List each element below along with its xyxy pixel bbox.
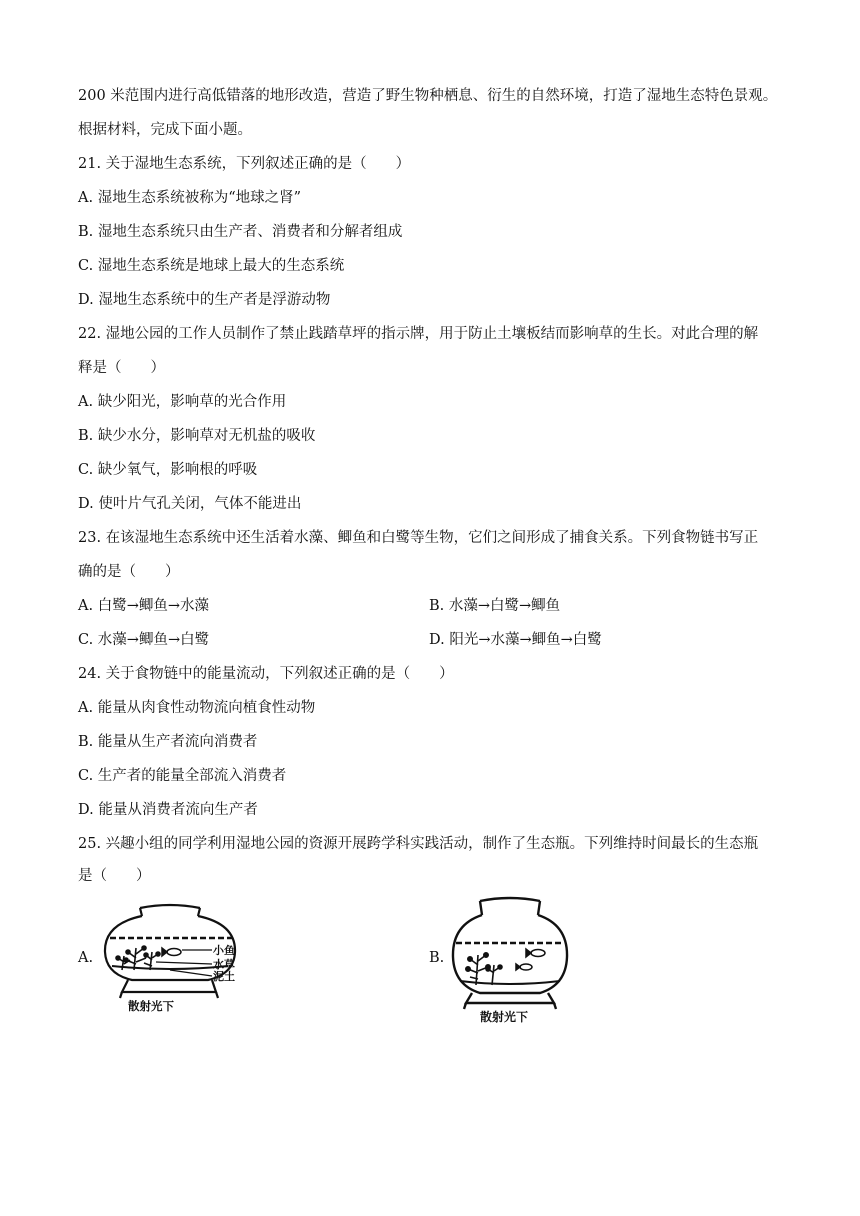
fish-icon (516, 949, 545, 970)
intro-line-1: 200 米范围内进行高低错落的地形改造，营造了野生物种栖息、衍生的自然环境，打造了湿地生态特色景观。 (78, 88, 778, 104)
water-weed-icon (116, 946, 160, 970)
q23-stem-line-2: 确的是（ ） (78, 564, 180, 580)
q23-option-b: B. 水藻→白鹭→鲫鱼 (429, 598, 561, 614)
q23-stem-line-1: 23. 在该湿地生态系统中还生活着水藻、鲫鱼和白鹭等生物，它们之间形成了捕食关系。下列食物链书写正 (78, 530, 759, 546)
q23-option-d: D. 阳光→水藻→鲫鱼→白鹭 (429, 632, 602, 648)
q24-option-a: A. 能量从肉食性动物流向植食性动物 (78, 700, 316, 716)
q22-option-d: D. 使叶片气孔关闭，气体不能进出 (78, 496, 302, 512)
q21-stem: 21. 关于湿地生态系统，下列叙述正确的是（ ） (78, 156, 411, 172)
water-weed-icon (466, 953, 502, 985)
q25-figure-a-option: A. (78, 950, 94, 966)
q23-option-c: C. 水藻→鲫鱼→白鹭 (78, 632, 210, 648)
label-fish: 小鱼 (213, 944, 235, 957)
q22-stem-line-2: 释是（ ） (78, 360, 165, 376)
caption-a: 散射光下 (128, 999, 174, 1012)
q24-option-b: B. 能量从生产者流向消费者 (78, 734, 258, 750)
q24-option-d: D. 能量从消费者流向生产者 (78, 802, 258, 818)
q25-stem-line-2: 是（ ） (78, 868, 151, 884)
q22-option-b: B. 缺少水分，影响草对无机盐的吸收 (78, 428, 316, 444)
q25-stem-line-1: 25. 兴趣小组的同学利用湿地公园的资源开展跨学科实践活动，制作了生态瓶。下列维持时间最长的生态瓶 (78, 836, 759, 852)
q21-option-d: D. 湿地生态系统中的生产者是浮游动物 (78, 292, 331, 308)
q22-option-a: A. 缺少阳光，影响草的光合作用 (78, 394, 287, 410)
eco-bottle-b-figure (450, 893, 570, 1028)
caption-b: 散射光下 (480, 1010, 529, 1024)
label-weed: 水草 (213, 958, 235, 971)
q21-option-a: A. 湿地生态系统被称为“地球之肾” (78, 190, 302, 206)
label-mud: 泥土 (213, 970, 235, 983)
fish-icon (162, 948, 181, 956)
q21-option-b: B. 湿地生态系统只由生产者、消费者和分解者组成 (78, 224, 403, 240)
eco-bottle-a-figure (100, 900, 260, 1012)
q24-option-c: C. 生产者的能量全部流入消费者 (78, 768, 287, 784)
intro-line-2: 根据材料，完成下面小题。 (78, 122, 252, 138)
q24-stem: 24. 关于食物链中的能量流动，下列叙述正确的是（ ） (78, 666, 454, 682)
q22-option-c: C. 缺少氧气，影响根的呼吸 (78, 462, 258, 478)
q25-figure-b-option: B. (429, 950, 445, 966)
q23-option-a: A. 白鹭→鲫鱼→水藻 (78, 598, 209, 614)
q21-option-c: C. 湿地生态系统是地球上最大的生态系统 (78, 258, 345, 274)
q22-stem-line-1: 22. 湿地公园的工作人员制作了禁止践踏草坪的指示牌，用于防止土壤板结而影响草的生长。对此合理的解 (78, 326, 759, 342)
